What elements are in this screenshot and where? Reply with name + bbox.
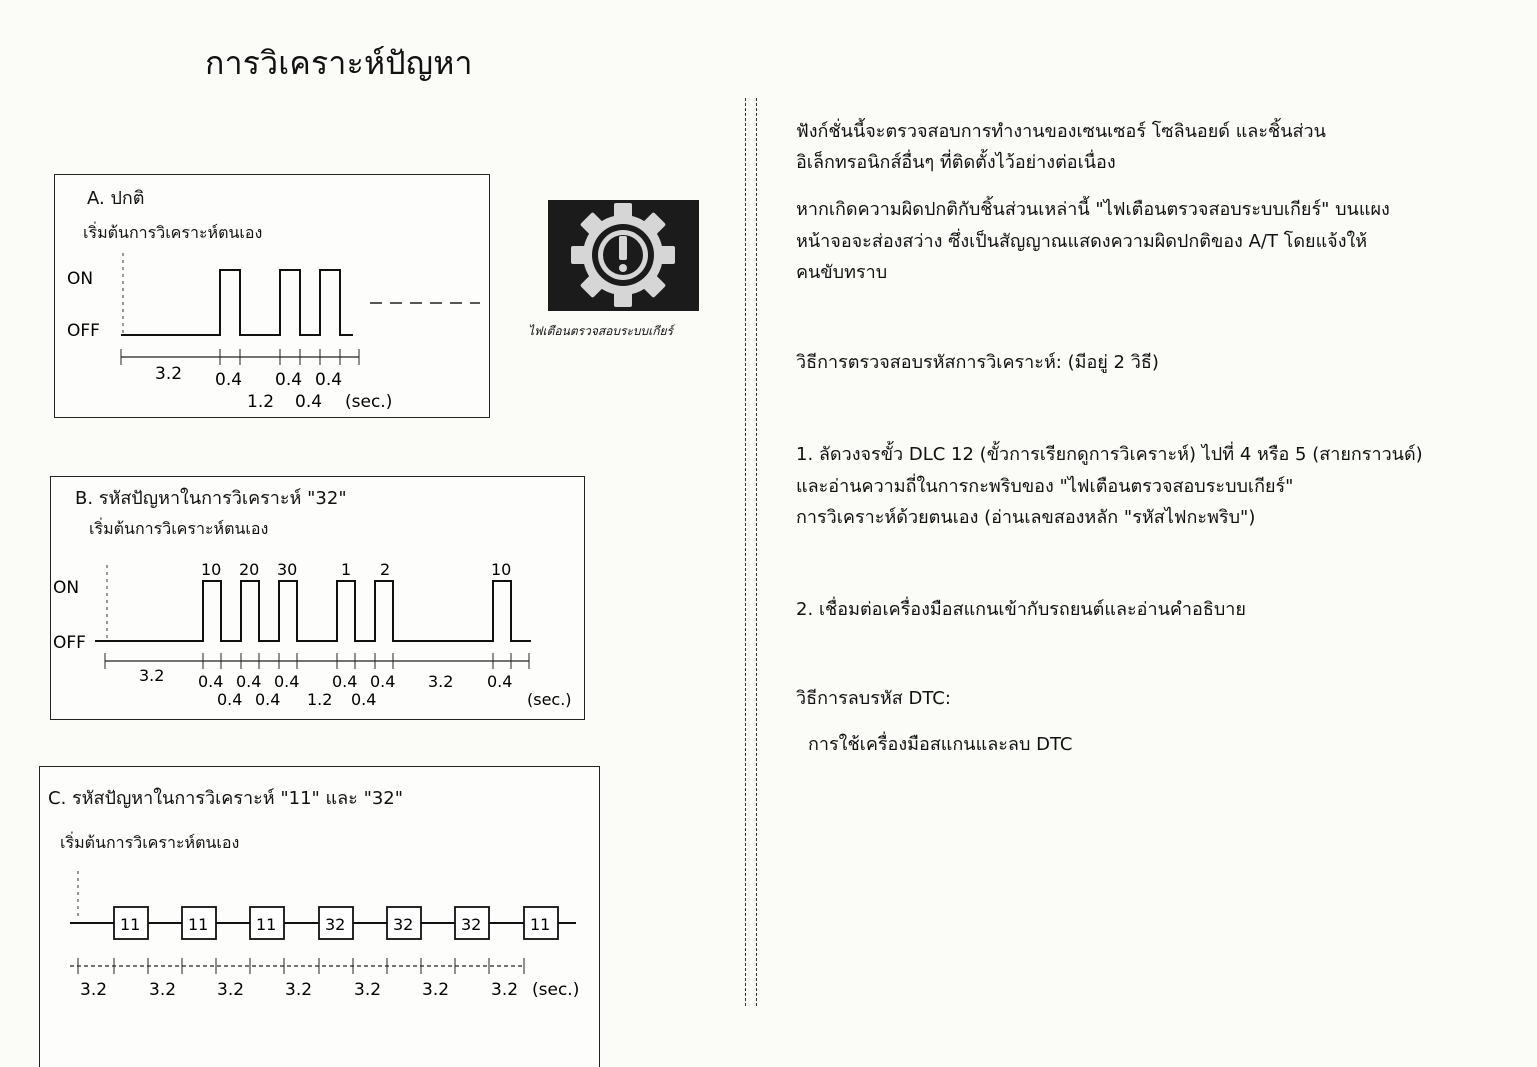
column-divider xyxy=(745,98,757,1006)
panel-b-time: 0.4 xyxy=(370,672,396,691)
dtc-heading: วิธีการลบรหัส DTC: xyxy=(796,688,951,709)
panel-b-pulse-label: 2 xyxy=(380,560,391,579)
panel-b-time: 0.4 xyxy=(274,672,300,691)
panel-b-time: 1.2 xyxy=(307,690,333,709)
method-1-line: และอ่านความถี่ในการกะพริบของ "ไฟเตือนตรวจสอบระบบเกียร์" xyxy=(796,476,1294,497)
panel-b-time: 0.4 xyxy=(255,690,281,709)
panel-b-pulse-label: 1 xyxy=(341,560,352,579)
panel-a-time: 3.2 xyxy=(155,364,183,384)
warning-light-caption: ไฟเตือนตรวจสอบระบบเกียร์ xyxy=(528,324,673,338)
panel-b-time: 0.4 xyxy=(487,672,513,691)
panel-a-signal xyxy=(121,270,353,335)
panel-c-sequence xyxy=(40,767,599,1067)
panel-b-time: 0.4 xyxy=(198,672,224,691)
panel-b-pulse-label: 10 xyxy=(491,560,512,579)
panel-a-time: 0.4 xyxy=(315,370,343,390)
panel-c-code: 32 xyxy=(393,915,414,934)
panel-a-off-label: OFF xyxy=(67,321,100,341)
panel-c-title: C. รหัสปัญหาในการวิเคราะห์ "11" และ "32" xyxy=(48,788,404,809)
panel-c-code: 11 xyxy=(188,915,209,934)
panel-c-gap: 3.2 xyxy=(149,980,177,1000)
diagram-panel-code-32 xyxy=(50,476,585,720)
methods-heading: วิธีการตรวจสอบรหัสการวิเคราะห์: (มีอยู่ 2 วิธี) xyxy=(796,352,1159,373)
panel-b-unit: (sec.) xyxy=(527,690,572,709)
panel-c-gap: 3.2 xyxy=(354,980,382,1000)
panel-a-title: A. ปกติ xyxy=(87,188,145,209)
intro-line: อิเล็กทรอนิกส์อื่นๆ ที่ติดตั้งไว้อย่างต่อเนื่อง xyxy=(796,152,1116,173)
panel-b-time: 0.4 xyxy=(236,672,262,691)
diagram-panel-codes-11-32 xyxy=(39,766,600,1067)
panel-c-gap: 3.2 xyxy=(422,980,450,1000)
panel-a-unit: (sec.) xyxy=(345,392,393,412)
panel-b-pulse-label: 30 xyxy=(277,560,298,579)
panel-c-unit: (sec.) xyxy=(532,980,580,1000)
panel-b-time: 0.4 xyxy=(332,672,358,691)
panel-b-off-label: OFF xyxy=(53,633,86,653)
panel-c-code: 32 xyxy=(325,915,346,934)
method-2-line: 2. เชื่อมต่อเครื่องมือสแกนเข้ากับรถยนต์และอ่านคำอธิบาย xyxy=(796,599,1246,620)
panel-c-gap: 3.2 xyxy=(491,980,519,1000)
panel-a-time: 0.4 xyxy=(215,370,243,390)
warning-description-line: หากเกิดความผิดปกติกับชิ้นส่วนเหล่านี้ "ไฟเตือนตรวจสอบระบบเกียร์" บนแผง xyxy=(796,199,1390,220)
panel-b-waveform xyxy=(51,477,584,719)
panel-a-waveform xyxy=(55,175,489,417)
method-1-line: 1. ลัดวงจรขั้ว DLC 12 (ขั้วการเรียกดูการวิเคราะห์) ไปที่ 4 หรือ 5 (สายกราวนด์) xyxy=(796,444,1423,465)
intro-line: ฟังก์ชั่นนี้จะตรวจสอบการทำงานของเซนเซอร์ โซลินอยด์ และชิ้นส่วน xyxy=(796,121,1326,142)
panel-b-time: 3.2 xyxy=(139,666,165,685)
warning-description-line: คนขับทราบ xyxy=(796,262,888,283)
panel-a-subtitle: เริ่มต้นการวิเคราะห์ตนเอง xyxy=(83,223,263,242)
panel-b-subtitle: เริ่มต้นการวิเคราะห์ตนเอง xyxy=(89,519,269,538)
panel-a-time: 0.4 xyxy=(275,370,303,390)
method-1-line: การวิเคราะห์ด้วยตนเอง (อ่านเลขสองหลัก "รหัสไฟกะพริบ") xyxy=(796,507,1256,528)
dtc-body: การใช้เครื่องมือสแกนและลบ DTC xyxy=(808,734,1073,755)
page-title: การวิเคราะห์ปัญหา xyxy=(205,44,473,82)
panel-b-time: 3.2 xyxy=(428,672,454,691)
panel-b-signal xyxy=(95,581,531,641)
panel-b-pulse-label: 10 xyxy=(201,560,222,579)
panel-c-gap: 3.2 xyxy=(217,980,245,1000)
panel-b-time: 0.4 xyxy=(217,690,243,709)
panel-c-code: 11 xyxy=(256,915,277,934)
panel-b-pulse-label: 20 xyxy=(239,560,260,579)
panel-a-on-label: ON xyxy=(67,269,94,289)
panel-c-gap: 3.2 xyxy=(285,980,313,1000)
panel-c-code: 32 xyxy=(461,915,482,934)
panel-a-time: 0.4 xyxy=(295,392,323,412)
panel-b-time: 0.4 xyxy=(351,690,377,709)
panel-c-code: 11 xyxy=(120,915,141,934)
panel-b-on-label: ON xyxy=(53,578,80,598)
panel-c-subtitle: เริ่มต้นการวิเคราะห์ตนเอง xyxy=(60,833,240,852)
panel-c-gap: 3.2 xyxy=(80,980,108,1000)
diagram-panel-normal xyxy=(54,174,490,418)
panel-c-code: 11 xyxy=(530,915,551,934)
warning-description-line: หน้าจอจะส่องสว่าง ซึ่งเป็นสัญญาณแสดงความผิดปกติของ A/T โดยแจ้งให้ xyxy=(796,231,1368,252)
panel-a-time: 1.2 xyxy=(247,392,275,412)
panel-b-title: B. รหัสปัญหาในการวิเคราะห์ "32" xyxy=(75,488,347,509)
gear-warning-icon xyxy=(548,200,699,311)
